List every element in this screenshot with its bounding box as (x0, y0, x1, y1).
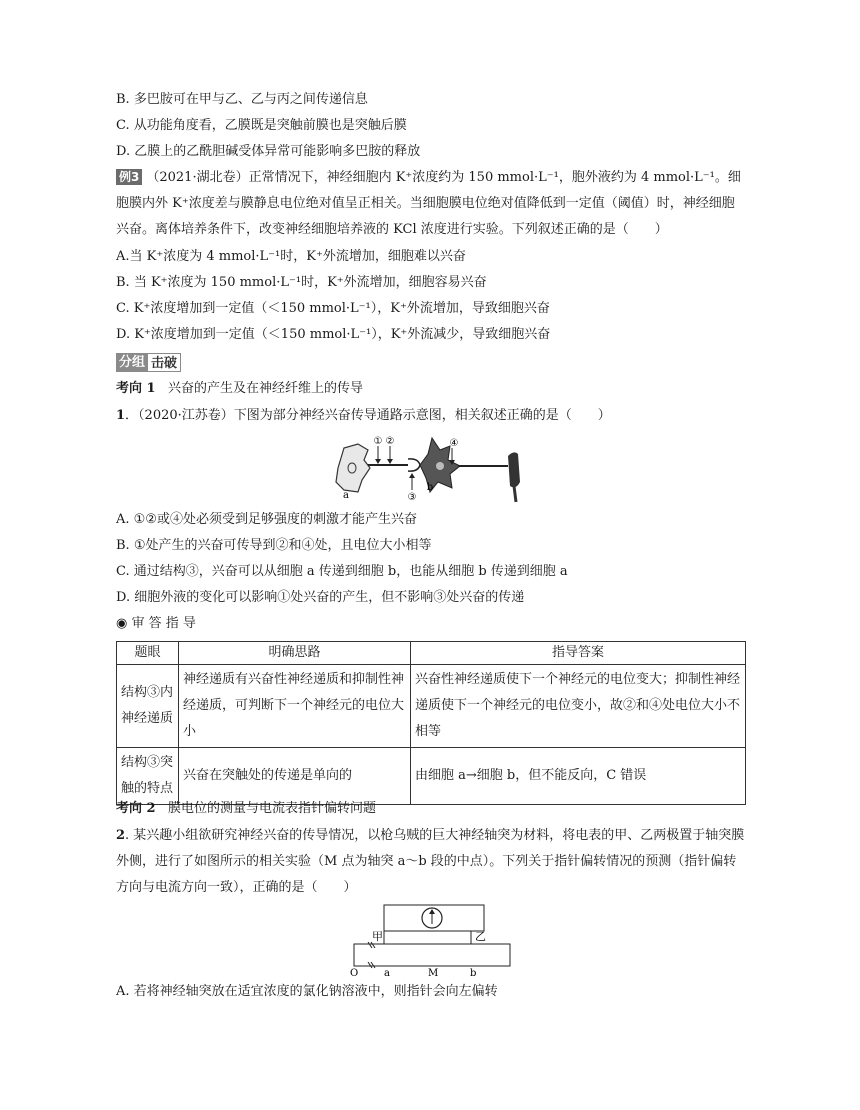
guide-header-row (117, 642, 746, 665)
prev-option-c: C. 从功能角度看，乙膜既是突触前膜也是突触后膜 (116, 118, 407, 133)
section-tag (116, 353, 181, 372)
q1-option-d: D. 细胞外液的变化可以影响①处兴奋的产生，但不影响③处兴奋的传递 (116, 590, 525, 605)
example-tag: 例3 (116, 169, 142, 185)
fig1-label-1: ① (373, 436, 383, 447)
guide-cell: 兴奋性神经递质使下一个神经元的电位变大；抑制性神经递质使下一个神经元的电位变小，故②和④处电位大小不相等 (411, 665, 746, 748)
guide-cell: 神经递质有兴奋性神经递质和抑制性神经递质，可判断下一个神经元的电位大小 (179, 665, 411, 748)
example3-option-d: D. K⁺浓度增加到一定值（＜150 mmol·L⁻¹），K⁺外流减少，导致细胞兴奋 (116, 327, 551, 342)
example3-option-a: A.当 K⁺浓度为 4 mmol·L⁻¹时，K⁺外流增加，细胞难以兴奋 (116, 249, 466, 264)
example3-stem-text: （2021·湖北卷）正常情况下，神经细胞内 K⁺浓度约为 150 mmol·L⁻¹，胞外液约为 4 mmol·L⁻¹。细胞膜内外 K⁺浓度差与膜静息电位绝对值呈正相关。当细胞膜电位绝对值降低到一定值（阈值）时，神经细胞兴奋。离体培养条件下，改变神经细胞培养液的 KCl 浓度进行实验。下列叙述正确的是（ ） (116, 170, 741, 237)
q1-option-c: C. 通过结构③，兴奋可以从细胞 a 传递到细胞 b，也能从细胞 b 传递到细胞 a (116, 564, 568, 579)
fig2-label-b: b (470, 968, 477, 978)
q2-stem-text: . 某兴趣小组欲研究神经兴奋的传导情况，以枪乌贼的巨大神经轴突为材料，将电表的甲、乙两极置于轴突膜外侧，进行了如图所示的相关实验（M 点为轴突 a～b 段的中点）。下列关于指针偏转情况的预测（指针偏转方向与电流方向一致），正确的是（ ） (116, 828, 745, 895)
q2-option-a: A. 若将神经轴突放在适宜浓度的氯化钠溶液中，则指针会向左偏转 (116, 984, 498, 999)
guide-cell: 由细胞 a→细胞 b，但不能反向，C 错误 (411, 748, 746, 805)
guide-cell: 兴奋在突触处的传递是单向的 (179, 748, 411, 805)
q2-stem (116, 823, 746, 901)
fig2-label-o: O (350, 968, 359, 978)
q1-stem (116, 407, 611, 425)
table-row (117, 748, 746, 805)
guide-table (116, 641, 746, 805)
topic1-label: 考向 1 (116, 381, 156, 396)
q2-number: 2 (116, 828, 126, 843)
fig2-label-m: M (428, 968, 439, 978)
prev-option-d: D. 乙膜上的乙酰胆碱受体异常可能影响多巴胺的释放 (116, 144, 421, 159)
fig2-label-a: a (384, 968, 390, 978)
q1-stem-text: ．（2020·江苏卷）下图为部分神经兴奋传导通路示意图，相关叙述正确的是（ ） (125, 408, 611, 423)
guide-header-answer: 指导答案 (411, 642, 746, 665)
section-tag-part1: 分组 (116, 353, 148, 372)
fig1-label-b: b (426, 482, 434, 493)
example3-option-b: B. 当 K⁺浓度为 150 mmol·L⁻¹时，K⁺外流增加，细胞容易兴奋 (116, 275, 487, 290)
q1-option-b: B. ①处产生的兴奋可传导到②和④处，且电位大小相等 (116, 538, 432, 553)
section-tag-part2: 击破 (148, 353, 181, 372)
fig1-label-a: a (343, 490, 349, 501)
guide-header-approach: 明确思路 (179, 642, 411, 665)
topic2-title: 膜电位的测量与电流表指针偏转问题 (167, 801, 376, 816)
guide-title: ◉ 审 答 指 导 (116, 616, 196, 631)
topic2-label: 考向 2 (116, 801, 156, 816)
q1-option-a: A. ①②或④处必须受到足够强度的刺激才能产生兴奋 (116, 512, 417, 527)
topic1-heading (116, 380, 363, 398)
guide-cell: 结构③突触的特点 (117, 748, 179, 805)
prev-option-b: B. 多巴胺可在甲与乙、乙与丙之间传递信息 (116, 92, 368, 107)
fig2-label-yi: 乙 (475, 930, 486, 943)
guide-cell: 结构③内神经递质 (117, 665, 179, 748)
example3-option-c: C. K⁺浓度增加到一定值（＜150 mmol·L⁻¹），K⁺外流增加，导致细胞兴奋 (116, 301, 550, 316)
electrode-experiment-figure (344, 900, 516, 978)
q1-number: 1 (116, 408, 126, 423)
neuron-pathway-figure (328, 432, 528, 504)
fig1-label-4: ④ (449, 438, 459, 449)
topic1-title: 兴奋的产生及在神经纤维上的传导 (167, 381, 363, 396)
fig1-label-3: ③ (407, 492, 417, 503)
fig1-label-2: ② (385, 436, 395, 447)
guide-header-keypoint: 题眼 (117, 642, 179, 665)
example3-stem (116, 165, 746, 243)
topic2-heading (116, 800, 376, 818)
table-row (117, 665, 746, 748)
fig2-label-jia: 甲 (372, 930, 383, 943)
